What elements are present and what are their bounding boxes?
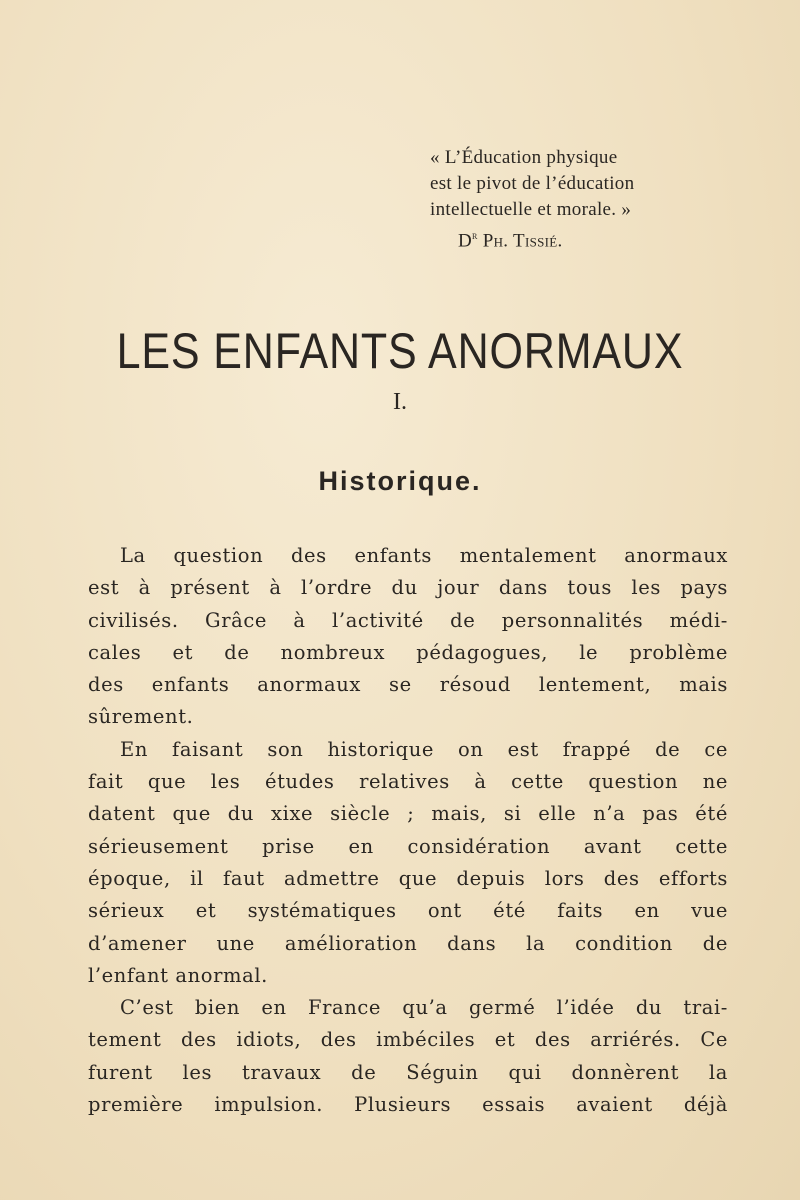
text-line: cales et de nombreux pédagogues, le problème — [88, 640, 728, 664]
text-line: époque, il faut admettre que depuis lors des efforts — [88, 866, 728, 890]
text-line: sûrement. — [88, 705, 194, 729]
text-line: C’est bien en France qu’a germé l’idée du trai- — [120, 996, 728, 1020]
text-line: tement des idiots, des imbéciles et des arriérés. Ce — [88, 1028, 728, 1052]
text-line: civilisés. Grâce à l’activité de personnalités médi- — [88, 608, 728, 632]
text-line: est à présent à l’ordre du jour dans tous les pays — [88, 576, 728, 600]
chapter-number: I. — [393, 389, 407, 415]
text-line: des enfants anormaux se résoud lentement, mais — [88, 673, 728, 697]
author-prefix-sup: r — [472, 230, 478, 242]
epigraph-line: est le pivot de l’éducation — [430, 173, 635, 194]
epigraph-line: intellectuelle et morale. » — [430, 199, 632, 220]
text-line: fait que les études relatives à cette question ne — [88, 770, 728, 794]
text-line: sérieusement prise en considération avant cette — [88, 834, 728, 858]
text-line: En faisant son historique on est frappé de ce — [120, 737, 728, 761]
text-line: furent les travaux de Séguin qui donnèrent la — [88, 1060, 728, 1084]
author-prefix: D — [458, 230, 473, 252]
text-line: sérieux et systématiques ont été faits en vue — [88, 899, 728, 923]
epigraph-line: « L’Éducation physique — [430, 147, 618, 168]
epigraph-author — [458, 223, 760, 254]
text-line: première impulsion. Plusieurs essais avaient déjà — [88, 1093, 728, 1117]
page-title: LES ENFANTS ANORMAUX — [116, 323, 684, 379]
text-line: l’enfant anormal. — [88, 963, 268, 987]
text-line: datent que du xixe siècle ; mais, si elle n’a pas été — [88, 802, 728, 826]
text-line: La question des enfants mentalement anormaux — [120, 544, 728, 567]
text-line: d’amener une amélioration dans la condition de — [88, 931, 728, 955]
author-name: Ph. Tissié. — [482, 230, 563, 252]
epigraph — [430, 145, 760, 254]
section-title: Historique. — [318, 466, 482, 496]
body-text — [88, 540, 728, 1121]
